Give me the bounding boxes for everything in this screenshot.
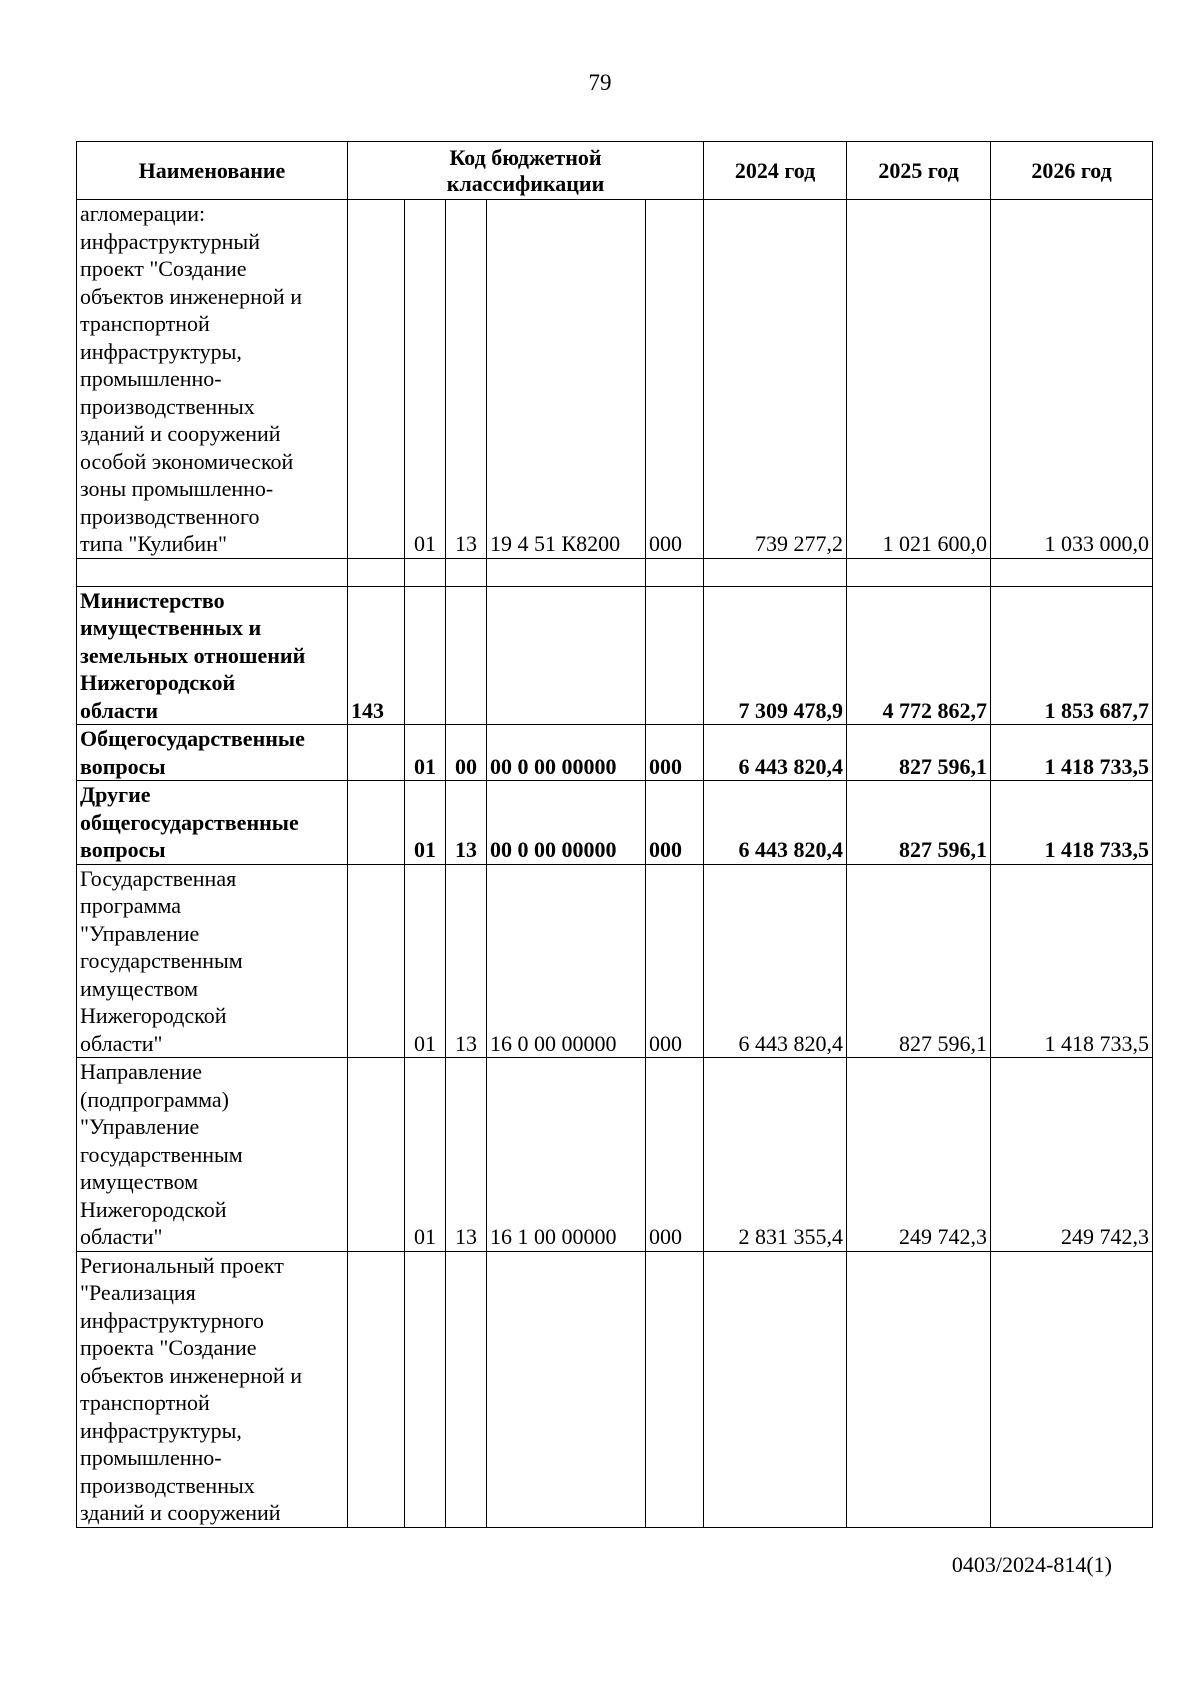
code-subsection: 13 (446, 781, 487, 865)
header-code: Код бюджетной классификации (348, 142, 704, 200)
amount-2025 (847, 1251, 991, 1527)
code-target-article: 16 1 00 00000 (487, 1058, 646, 1252)
amount-2025: 827 596,1 (847, 781, 991, 865)
amount-2024 (704, 1251, 847, 1527)
document-code: 0403/2024-814(1) (951, 1552, 1112, 1577)
code-section: 01 (405, 864, 446, 1058)
amount-2024: 6 443 820,4 (704, 781, 847, 865)
code-section: 01 (405, 200, 446, 559)
table-row (77, 586, 1153, 725)
code-admin: 143 (348, 586, 405, 725)
table-row (77, 864, 1153, 1058)
amount-2024: 7 309 478,9 (704, 586, 847, 725)
code-target-article: 19 4 51 К8200 (487, 200, 646, 559)
code-expense-type (646, 558, 704, 586)
code-subsection: 00 (446, 725, 487, 781)
amount-2024 (704, 558, 847, 586)
amount-2025: 827 596,1 (847, 864, 991, 1058)
code-target-article: 00 0 00 00000 (487, 781, 646, 865)
code-admin (348, 1251, 405, 1527)
amount-2026: 1 418 733,5 (991, 781, 1153, 865)
table-row (77, 1251, 1153, 1527)
table-row (77, 781, 1153, 865)
table-body (77, 200, 1153, 1528)
code-expense-type: 000 (646, 1058, 704, 1252)
code-section: 01 (405, 725, 446, 781)
row-name: агломерации: инфраструктурный проект "Создание объектов инженерной и транспортной инфраструктуры, промышленно- производственных зданий и сооружений особой экономической зоны промышленно- производственного типа "Кулибин" (77, 200, 348, 559)
page-number: 79 (588, 70, 612, 95)
amount-2024: 739 277,2 (704, 200, 847, 559)
code-target-article (487, 586, 646, 725)
row-name: Государственная программа "Управление государственным имуществом Нижегородской области" (77, 864, 348, 1058)
amount-2026: 249 742,3 (991, 1058, 1153, 1252)
header-2026: 2026 год (991, 142, 1153, 200)
amount-2026 (991, 1251, 1153, 1527)
amount-2024: 6 443 820,4 (704, 864, 847, 1058)
code-subsection (446, 1251, 487, 1527)
table-row (77, 200, 1153, 559)
header-name: Наименование (77, 142, 348, 200)
amount-2026 (991, 558, 1153, 586)
code-target-article: 16 0 00 00000 (487, 864, 646, 1058)
code-admin (348, 558, 405, 586)
amount-2026: 1 418 733,5 (991, 725, 1153, 781)
amount-2024: 6 443 820,4 (704, 725, 847, 781)
amount-2024: 2 831 355,4 (704, 1058, 847, 1252)
amount-2025: 4 772 862,7 (847, 586, 991, 725)
code-target-article (487, 1251, 646, 1527)
row-name: Общегосударственные вопросы (77, 725, 348, 781)
amount-2026: 1 033 000,0 (991, 200, 1153, 559)
row-name: Направление (подпрограмма) "Управление государственным имуществом Нижегородской области" (77, 1058, 348, 1252)
table-row (77, 1058, 1153, 1252)
amount-2025 (847, 558, 991, 586)
table-row (77, 725, 1153, 781)
code-section: 01 (405, 1058, 446, 1252)
row-name: Министерство имущественных и земельных отношений Нижегородской области (77, 586, 348, 725)
amount-2025: 1 021 600,0 (847, 200, 991, 559)
amount-2026: 1 418 733,5 (991, 864, 1153, 1058)
amount-2026: 1 853 687,7 (991, 586, 1153, 725)
header-row (77, 142, 1153, 200)
code-section (405, 558, 446, 586)
code-section (405, 1251, 446, 1527)
code-admin (348, 1058, 405, 1252)
code-expense-type (646, 1251, 704, 1527)
amount-2025: 827 596,1 (847, 725, 991, 781)
code-admin (348, 864, 405, 1058)
code-expense-type: 000 (646, 200, 704, 559)
code-subsection: 13 (446, 200, 487, 559)
code-admin (348, 725, 405, 781)
code-target-article (487, 558, 646, 586)
code-subsection (446, 558, 487, 586)
header-2024: 2024 год (704, 142, 847, 200)
code-subsection: 13 (446, 864, 487, 1058)
code-section (405, 586, 446, 725)
code-subsection (446, 586, 487, 725)
row-name: Региональный проект "Реализация инфраструктурного проекта "Создание объектов инженерной и транспортной инфраструктуры, промышленно- производственных зданий и сооружений (77, 1251, 348, 1527)
amount-2025: 249 742,3 (847, 1058, 991, 1252)
code-expense-type: 000 (646, 781, 704, 865)
code-expense-type (646, 586, 704, 725)
code-section: 01 (405, 781, 446, 865)
code-expense-type: 000 (646, 725, 704, 781)
code-subsection: 13 (446, 1058, 487, 1252)
code-expense-type: 000 (646, 864, 704, 1058)
header-2025: 2025 год (847, 142, 991, 200)
row-name (77, 558, 348, 586)
table-row (77, 558, 1153, 586)
code-target-article: 00 0 00 00000 (487, 725, 646, 781)
row-name: Другие общегосударственные вопросы (77, 781, 348, 865)
code-admin (348, 781, 405, 865)
budget-table (76, 141, 1153, 1528)
code-admin (348, 200, 405, 559)
